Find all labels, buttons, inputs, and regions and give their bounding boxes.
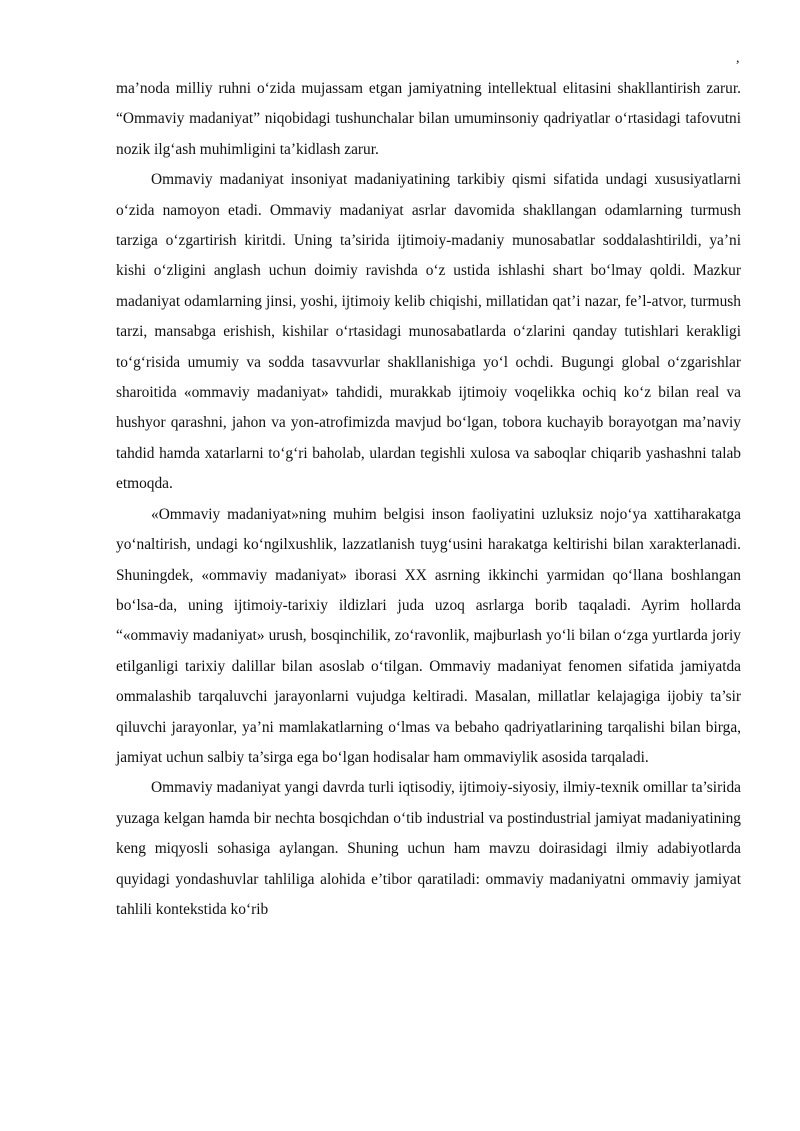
paragraph-continuation: ma’noda milliy ruhni o‘zida mujassam etgan jamiyatning intellektual elitasini shakllantirish zarur. “Ommaviy madaniyat” niqobidagi tushunchalar bilan umuminsoniy qadriyatlar o‘rtasidagi tafovutni nozik ilg‘ash muhimligini ta’kidlash zarur.: [116, 80, 741, 158]
paragraph: Ommaviy madaniyat insoniyat madaniyatining tarkibiy qismi sifatida undagi xususiyatlarni o‘zida namoyon etadi. Ommaviy madaniyat asrlar davomida shakllangan odamlarning turmush tarziga o‘zgartirish kiritdi. Uning ta’sirida ijtimoiy-madaniy munosabatlar soddalashtirildi, ya’ni kishi o‘zligini anglash uchun doimiy ravishda o‘z ustida ishlashi shart bo‘lmay qoldi. Mazkur madaniyat odamlarning jinsi, yoshi, ijtimoiy kelib chiqishi, millatidan qat’i nazar, fe’l-atvor, turmush tarzi, mansabga erishish, kishilar o‘rtasidagi munosabatlarda o‘zlarini qanday tutishlari kerakligi to‘g‘risida umumiy va sodda tasavvurlar shakllanishiga yo‘l ochdi. Bugungi global o‘zgarishlar sharoitida «ommaviy madaniyat» tahdidi, murakkab ijtimoiy voqelikka ochiq ko‘z bilan real va hushyor qarashni, jahon va yon-atrofimizda mavjud bo‘lgan, tobora kuchayib borayotgan ma’naviy tahdid hamda xatarlarni to‘g‘ri baholab, ulardan tegishli xulosa va saboqlar chiqarib yashashni talab etmoqda.: [116, 171, 741, 493]
paragraph: «Ommaviy madaniyat»ning muhim belgisi inson faoliyatini uzluksiz nojo‘ya xattiharakatga yo‘naltirish, undagi ko‘ngilxushlik, lazzatlanish tuyg‘usini harakatga keltirishi bilan xarakterlanadi. Shuningdek, «ommaviy madaniyat» iborasi XX asrning ikkinchi yarmidan qo‘llana boshlangan bo‘lsa-da, uning ijtimoiy-tarixiy ildizlari juda uzoq asrlarga borib taqaladi. Ayrim hollarda “«ommaviy madaniyat» urush, bosqinchilik, zo‘ravonlik, majburlash yo‘li bilan o‘zga yurtlarda joriy etilganligi tarixiy dalillar bilan asoslab o‘tilgan. Ommaviy madaniyat fenomen sifatida jamiyatda ommalashib tarqaluvchi jarayonlarni vujudga keltiradi. Masalan, millatlar kelajagiga ijobiy ta’sir qiluvchi jarayonlar, ya’ni mamlakatlarning o‘lmas va bebaho qadriyatlarining tarqalishi bilan birga, jamiyat uchun salbiy ta’sirga ega bo‘lgan hodisalar ham ommaviylik asosida tarqaladi.: [116, 505, 741, 766]
document-body: [116, 74, 741, 925]
corner-mark: ,: [736, 51, 740, 66]
paragraph: Ommaviy madaniyat yangi davrda turli iqtisodiy, ijtimoiy-siyosiy, ilmiy-texnik omillar ta’sirida yuzaga kelgan hamda bir nechta bosqichdan o‘tib industrial va postindustrial jamiyat madaniyatining keng miqyosli sohasiga aylangan. Shuning uchun ham mavzu doirasidagi ilmiy adabiyotlarda quyidagi yondashuvlar tahliliga alohida e’tibor qaratiladi: ommaviy madaniyatni ommaviy jamiyat tahlili kontekstida ko‘rib: [116, 779, 741, 918]
